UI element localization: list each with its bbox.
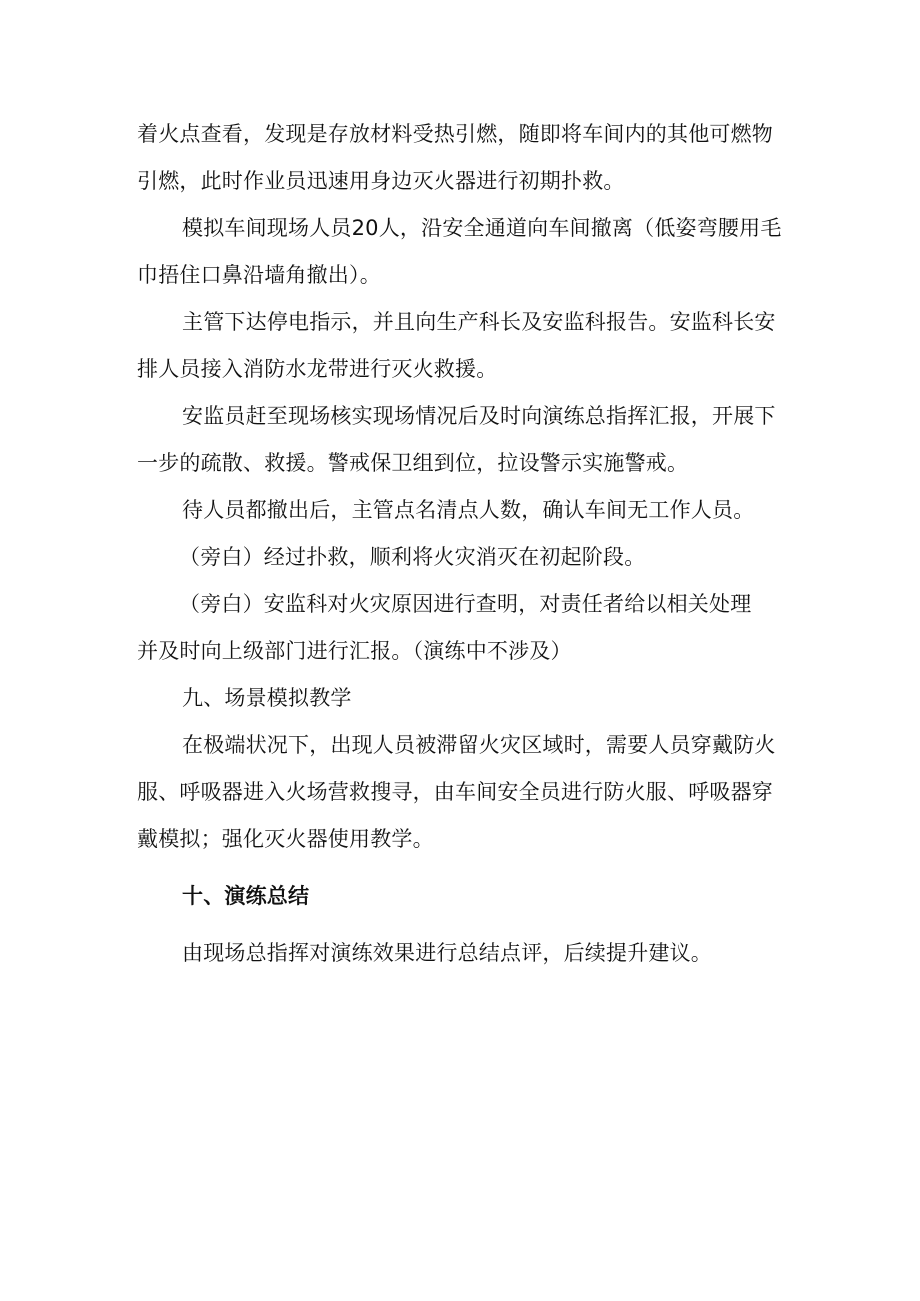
text-line: 主管下达停电指示，并且向生产科长及安监科报告。安监科长安 [182,310,776,334]
document-body [137,111,787,977]
text-line: （旁白）经过扑救，顺利将火灾消灭在初起阶段。 [179,545,646,569]
text-line: 并及时向上级部门进行汇报。（演练中不涉及） [137,639,572,663]
paragraph-power-off [137,299,787,393]
section-heading-ten [137,873,787,920]
section-heading: 九、场景模拟教学 [182,686,352,710]
text-line: （旁白）安监科对火灾原因进行查明，对责任者给以相关处理 [179,592,752,616]
paragraph-summary [137,930,787,977]
paragraph-scenario-training [137,722,787,863]
section-heading: 十、演练总结 [182,884,310,908]
paragraph-narration-extinguished [137,534,787,581]
text-line: 排人员接入消防水龙带进行灭火救援。 [137,357,498,381]
text-line: 巾捂住口鼻沿墙角撤出）。 [137,263,381,287]
text-line: 戴模拟；强化灭火器使用教学。 [137,827,434,851]
paragraph-safety-report [137,393,787,487]
section-heading-nine [137,675,787,722]
text-line: 引燃，此时作业员迅速用身边灭火器进行初期扑救。 [137,169,625,193]
paragraph-headcount [137,487,787,534]
text-line: 一步的疏散、救援。警戒保卫组到位，拉设警示实施警戒。 [137,451,689,475]
text-line: 服、呼吸器进入火场营救搜寻，由车间安全员进行防火服、呼吸器穿 [137,780,773,804]
paragraph-narration-investigation [137,581,787,675]
text-line: 着火点查看，发现是存放材料受热引燃，随即将车间内的其他可燃物 [137,122,773,146]
text-line: 在极端状况下，出现人员被滞留火灾区域时，需要人员穿戴防火 [182,733,776,757]
paragraph-fire-spread [137,111,787,205]
text-line: 模拟车间现场人员20人，沿安全通道向车间撤离（低姿弯腰用毛 [182,216,782,240]
paragraph-evacuation [137,205,787,299]
text-line: 安监员赶至现场核实现场情况后及时向演练总指挥汇报，开展下 [182,404,776,428]
text-line: 待人员都撤出后，主管点名清点人数，确认车间无工作人员。 [182,498,755,522]
text-line: 由现场总指挥对演练效果进行总结点评，后续提升建议。 [182,941,712,965]
